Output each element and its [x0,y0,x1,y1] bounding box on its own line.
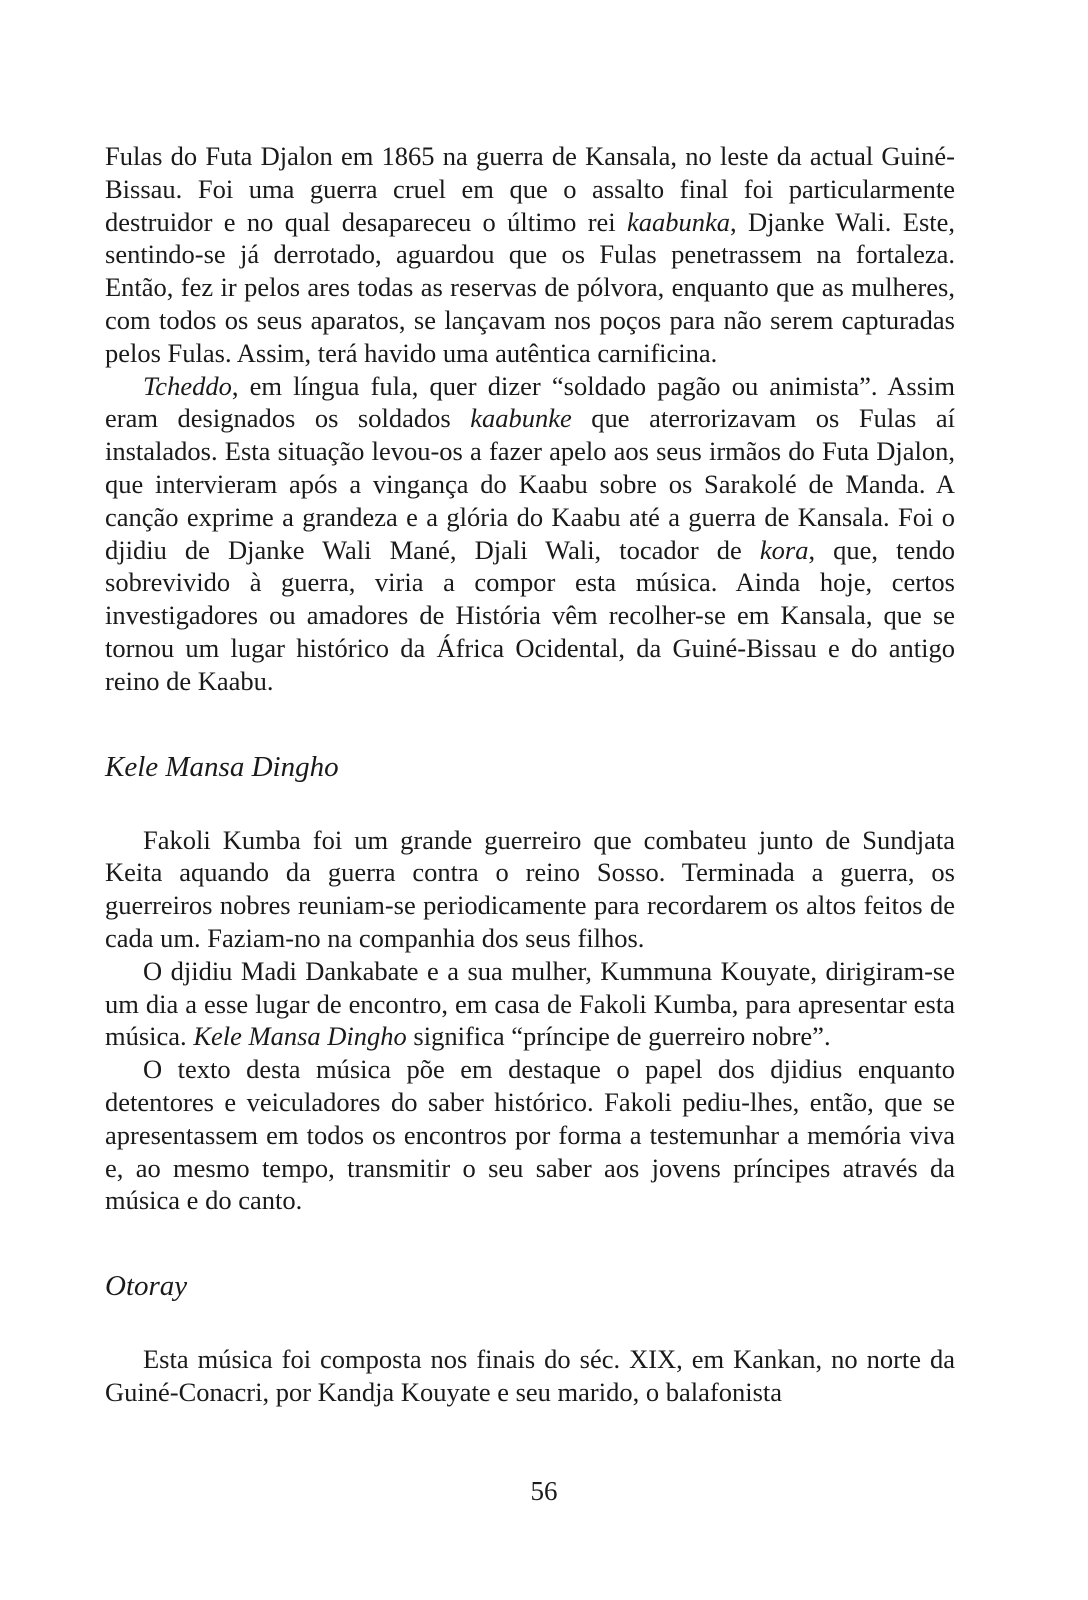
text-run: , que, tendo sobrevivido à guerra, viria a compor esta música. Ainda hoje, certos investigadores ou amadores de História vêm recolher-se em Kansala, que se tornou um lugar histórico da África Ocidental, da Guiné-Bissau e do antigo reino de Kaabu. [105,534,956,696]
text-run: O djidiu Madi Dankabate e a sua mulher, Kummuna Kouyate, dirigiram-se um dia a esse lugar de encontro, em casa de Fakoli Kumba, para apresentar esta música. [105,955,955,1052]
paragraph-fakoli: Fakoli Kumba foi um grande guerreiro que combateu junto de Sundjata Keita aquando da guerra contra o reino Sosso. Terminada a guerra, os guerreiros nobres reuniam-se periodicamente para recordarem os altos feitos de cada um. Faziam-no na companhia dos seus filhos. [105,824,955,953]
text-run: , Djanke Wali. Este, sentindo-se já derrotado, aguardou que os Fulas penetrassem na fortaleza. Então, fez ir pelos ares todas as reservas de pólvora, enquanto que as mulheres, com todos os seus aparatos, se lançavam nos poços para não serem capturadas pelos Fulas. Assim, terá havido uma autêntica carnificina. [105,206,956,368]
paragraph-texto: O texto desta música põe em destaque o papel dos djidius enquanto detentores e veiculadores do saber histórico. Fakoli pediu-lhes, então, que se apresentassem em todos os encontros por forma a testemunhar a memória viva e, ao mesmo tempo, transmitir o seu saber aos jovens príncipes através da música e do canto. [105,1054,955,1216]
paragraph-intro [105,140,955,370]
paragraph-tcheddo [105,370,955,698]
section-title-otoray: Otoray [105,1270,188,1303]
text-run: , em língua fula, quer dizer “soldado pagão ou animista”. Assim eram designados os soldados [105,370,955,434]
paragraph-djidiu [105,955,955,1053]
page-number: 56 [530,1476,558,1506]
text-run: Fulas do Futa Djalon em 1865 na guerra de Kansala, no leste da actual Guiné-Bissau. Foi uma guerra cruel em que o assalto final foi particularmente destruidor e no qual desapareceu o último rei [105,141,955,237]
italic-term: kora [759,534,809,565]
page-body [105,140,955,1409]
text-run: que aterrorizavam os Fulas aí instalados. Esta situação levou-os a fazer apelo aos seus irmãos do Futa Djalon, que intervieram após a vingança do Kaabu sobre os Sarakolé de Manda. A canção exprime a grandeza e a glória do Kaabu até a guerra de Kansala. Foi o djidiu de Djanke Wali Mané, Djali Wali, tocador de [105,403,955,565]
italic-term: Tcheddo [143,370,232,401]
italic-term: Kele Mansa Dingho [193,1021,407,1052]
paragraph-otoray: Esta música foi composta nos finais do séc. XIX, em Kankan, no norte da Guiné-Conacri, por Kandja Kouyate e seu marido, o balafonista [105,1344,955,1407]
text-run: significa “príncipe de guerreiro nobre”. [406,1021,831,1052]
italic-term: kaabunka [627,206,731,237]
section-title-kele-mansa-dingho: Kele Mansa Dingho [105,750,339,783]
italic-term: kaabunke [470,403,572,434]
